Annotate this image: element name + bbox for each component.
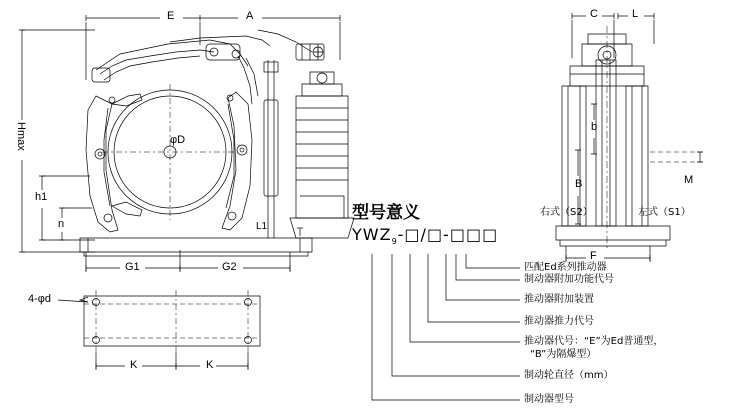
model-code-subscript: 9 <box>391 237 398 246</box>
legend-item-2: 制动器附加功能代号 <box>524 274 614 285</box>
legend-item-6: 制动轮直径（mm） <box>524 370 614 381</box>
legend-item-4: 推动器推力代号 <box>524 316 594 327</box>
dimension-label-phiD: φD <box>170 134 186 146</box>
legend-item-5b: “B”为隔爆型） <box>530 349 597 360</box>
legend-item-7: 制动器型号 <box>524 394 574 405</box>
dimension-label-K1: K <box>130 359 138 371</box>
dimension-label-Hmax: Hmax <box>15 122 27 151</box>
dimension-label-G1: G1 <box>125 261 140 273</box>
legend-item-3: 推动器附加装置 <box>524 294 594 305</box>
hand-right-label: 右式（S2） <box>540 207 593 218</box>
model-code <box>352 225 498 244</box>
dimension-label-G2: G2 <box>222 261 237 273</box>
dimension-label-n: n <box>58 218 65 230</box>
model-code-rest: -□/□-□□□ <box>397 225 499 244</box>
dimension-label-b: b <box>591 121 598 133</box>
dimension-label-A: A <box>246 10 254 22</box>
dimension-label-K2: K <box>206 359 214 371</box>
dimension-label-L: L <box>632 8 639 20</box>
dimension-label-L1: L1 <box>256 221 268 232</box>
dimension-label-E: E <box>167 10 175 22</box>
hole-note-label: 4-φd <box>28 293 52 305</box>
dimension-label-B: B <box>575 178 583 190</box>
legend-item-5: 推动器代号：“E”为Ed普通型， <box>524 336 664 347</box>
dimension-label-C: C <box>590 8 598 20</box>
dimension-label-M: M <box>684 174 694 186</box>
model-code-prefix: YWZ <box>352 225 392 244</box>
legend-item-1: 匹配Ed系列推动器 <box>524 262 607 273</box>
dimension-label-F: F <box>590 250 597 262</box>
hand-left-label: 左式（S1） <box>638 207 691 218</box>
dimension-label-h1: h1 <box>35 191 48 203</box>
model-meaning-title: 型号意义 <box>352 203 420 223</box>
